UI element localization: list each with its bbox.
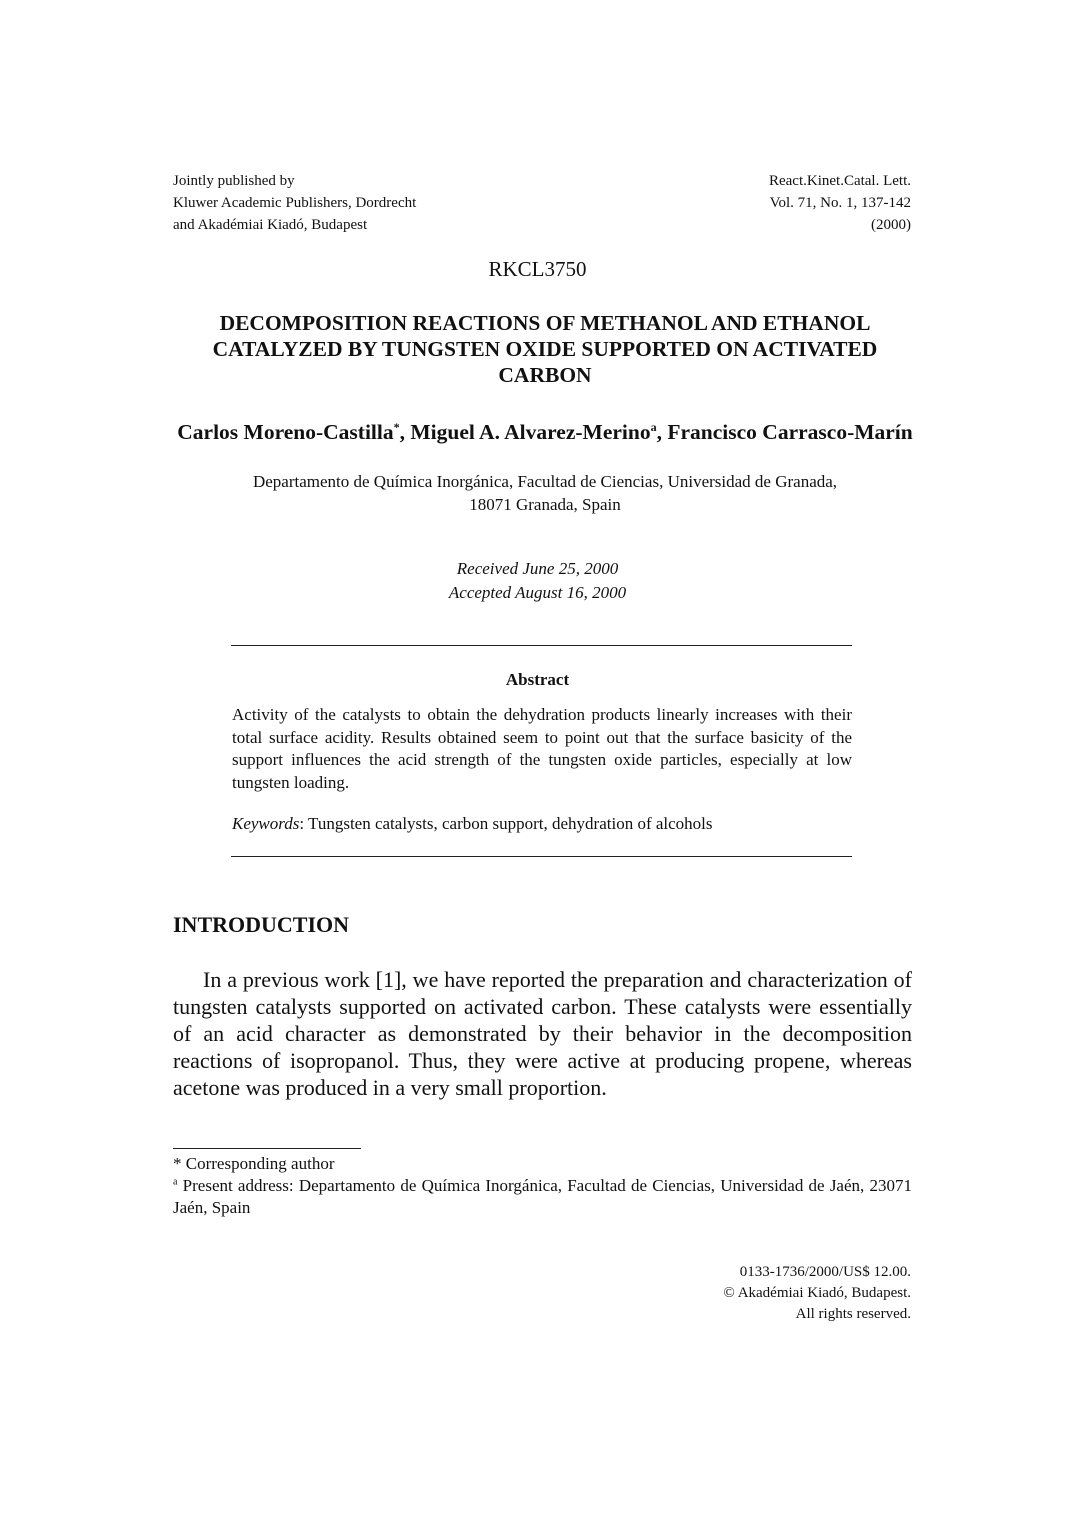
footnote-mark: a	[173, 1176, 178, 1188]
copyright-holder: © Akadémiai Kiadó, Budapest.	[723, 1285, 911, 1301]
issn-price: 0133-1736/2000/US$ 12.00.	[739, 1264, 911, 1280]
footnote-divider	[173, 1148, 361, 1149]
introduction-paragraph: In a previous work [1], we have reported the preparation and characterization of tungsten catalysts supported on activated carbon. These catalysts were essentially of an acid character as demonstrated by their behavior in the decomposition reactions of isopropanol. Thus, they were active at producing propene, whereas acetone was produced in a very small proportion.	[173, 967, 912, 1100]
paper-title	[160, 310, 930, 388]
publisher-info	[173, 170, 416, 236]
journal-year: (2000)	[871, 217, 911, 233]
author-separator: ,	[399, 420, 411, 444]
title-line: CARBON	[498, 363, 592, 387]
keywords-list: : Tungsten catalysts, carbon support, dehydration of alcohols	[299, 814, 713, 833]
introduction-heading: INTRODUCTION	[173, 912, 350, 937]
affiliation-line: 18071 Granada, Spain	[469, 495, 621, 514]
abstract-heading: Abstract	[505, 670, 570, 689]
author-list	[160, 419, 930, 445]
keywords-label: Keywords	[232, 814, 300, 833]
journal-citation	[769, 170, 911, 236]
footnotes	[173, 1153, 912, 1219]
accepted-date: Accepted August 16, 2000	[448, 583, 627, 602]
journal-name: React.Kinet.Catal. Lett.	[768, 173, 911, 189]
title-line: DECOMPOSITION REACTIONS OF METHANOL AND ETHANOL	[219, 311, 871, 335]
author-mark: *	[393, 419, 400, 434]
footnote	[173, 1175, 912, 1219]
publisher-line: Jointly published by	[173, 173, 295, 189]
article-code: RKCL3750	[488, 257, 587, 281]
abstract-top-divider	[231, 645, 852, 646]
journal-volume: Vol. 71, No. 1, 137-142	[769, 195, 911, 211]
abstract-bottom-divider	[231, 856, 852, 857]
footnote	[173, 1153, 912, 1175]
keywords	[232, 813, 852, 835]
rights-statement: All rights reserved.	[795, 1306, 911, 1322]
received-date: Received June 25, 2000	[456, 559, 619, 578]
title-line: CATALYZED BY TUNGSTEN OXIDE SUPPORTED ON ACTIVATED	[212, 337, 878, 361]
abstract-text: Activity of the catalysts to obtain the dehydration products linearly increases with their total surface acidity. Results obtained seem to point out that the surface basicity of the support influences the acid strength of the tungsten oxide particles, especially at low tungsten loading.	[232, 705, 852, 792]
submission-dates	[0, 557, 1075, 605]
publisher-line: and Akadémiai Kiadó, Budapest	[173, 217, 368, 233]
author-name: Carlos Moreno-Castilla	[177, 420, 394, 444]
author-name: Miguel A. Alvarez-Merino	[410, 420, 651, 444]
affiliation-line: Departamento de Química Inorgánica, Facultad de Ciencias, Universidad de Granada,	[252, 472, 838, 491]
author-name: Francisco Carrasco-Marín	[667, 420, 913, 444]
author-mark: a	[650, 419, 657, 434]
affiliation	[160, 470, 930, 516]
author-separator: ,	[656, 420, 668, 444]
footnote-text: Present address: Departamento de Química Inorgánica, Facultad de Ciencias, Universidad de Jaén, 23071 Jaén, Spain	[173, 1176, 912, 1217]
copyright-imprint	[723, 1262, 911, 1325]
footnote-text: * Corresponding author	[173, 1154, 335, 1173]
publisher-line: Kluwer Academic Publishers, Dordrecht	[173, 195, 417, 211]
